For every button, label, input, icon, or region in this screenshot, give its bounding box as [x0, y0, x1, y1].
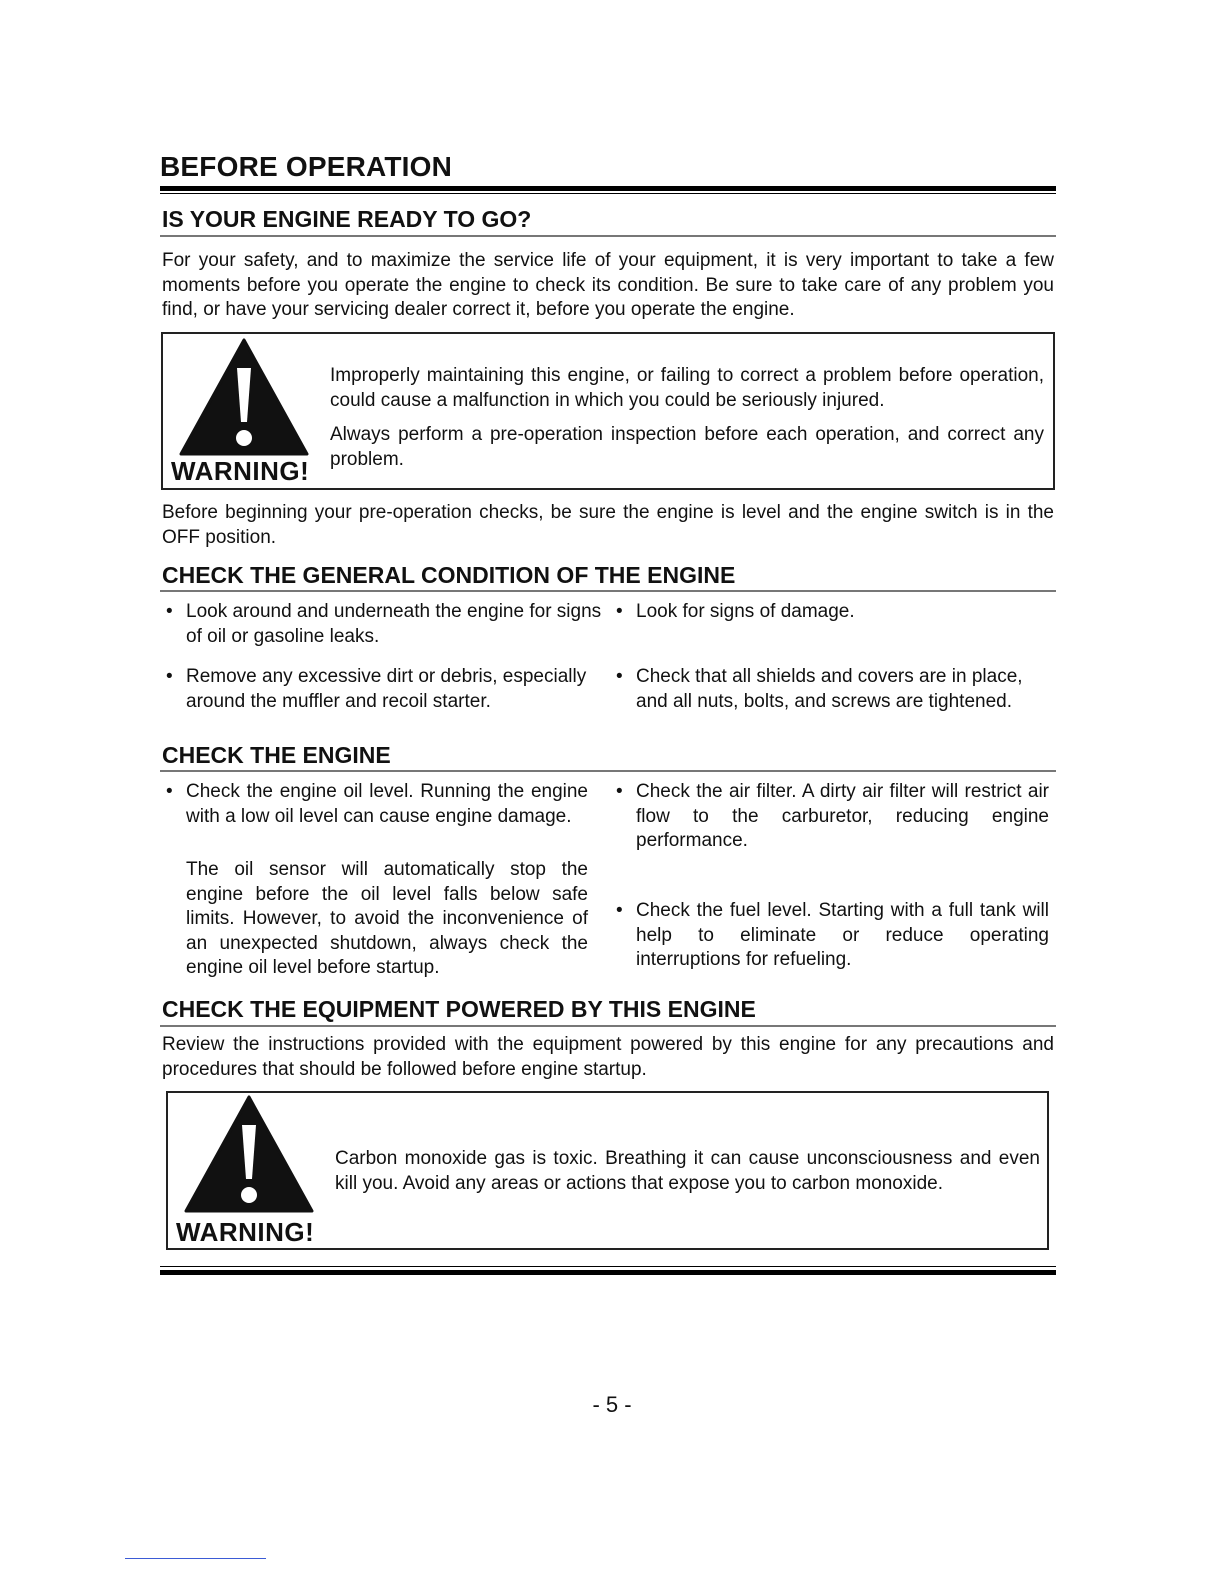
warning-triangle-icon	[179, 338, 309, 456]
bottom-underline	[125, 1558, 266, 1559]
list-item: • Look around and underneath the engine for signs of oil or gasoline leaks.	[166, 601, 602, 647]
list-item-fuel-level: • Check the fuel level. Starting with a full tank will help to eliminate or reduce operating interruptions for refueling.	[616, 900, 1049, 970]
warning-box-maintenance	[161, 332, 1055, 490]
list-item: • Look for signs of damage.	[616, 601, 855, 622]
section-rule	[160, 1025, 1056, 1027]
pre-check-note: Before beginning your pre-operation checks, be sure the engine is level and the engine switch is in the OFF position.	[162, 502, 1054, 548]
list-item: • Remove any excessive dirt or debris, especially around the muffler and recoil starter.	[166, 666, 587, 712]
section-rule	[160, 770, 1056, 772]
warning-text-carbon-monoxide: Carbon monoxide gas is toxic. Breathing it can cause unconsciousness and even kill you. Avoid any areas or actions that expose you to carbon monoxide.	[335, 1148, 1040, 1194]
section-rule	[160, 590, 1056, 592]
list-item-air-filter: • Check the air filter. A dirty air filter will restrict air flow to the carburetor, reducing engine performance.	[616, 781, 1049, 851]
list-item: • Check that all shields and covers are in place, and all nuts, bolts, and screws are tightened.	[616, 666, 1023, 712]
intro-paragraph: For your safety, and to maximize the service life of your equipment, it is very important to take a few moments before you operate the engine to check its condition. Be sure to take care of any problem you find, or have your servicing dealer correct it, before you operate the engine.	[162, 250, 1054, 320]
section-heading-engine: CHECK THE ENGINE	[162, 742, 391, 768]
footer-rule-thick	[160, 1270, 1056, 1275]
warning-text-inspection: Always perform a pre-operation inspection before each operation, and correct any problem.	[330, 424, 1044, 470]
section-rule	[160, 235, 1056, 237]
section-heading-equipment: CHECK THE EQUIPMENT POWERED BY THIS ENGINE	[162, 996, 756, 1022]
warning-box-carbon-monoxide	[166, 1091, 1049, 1250]
title-rule-thin	[160, 193, 1056, 194]
section-heading-ready: IS YOUR ENGINE READY TO GO?	[162, 206, 532, 232]
warning-label: WARNING!	[171, 456, 313, 487]
list-item-oil-level: • Check the engine oil level. Running the engine with a low oil level can cause engine damage.	[166, 781, 588, 827]
warning-text-malfunction: Improperly maintaining this engine, or failing to correct a problem before operation, could cause a malfunction in which you could be seriously injured.	[330, 365, 1044, 411]
warning-label: WARNING!	[176, 1217, 318, 1248]
page-title: BEFORE OPERATION	[160, 151, 453, 182]
title-rule-thick	[160, 186, 1056, 191]
warning-triangle-icon	[184, 1095, 314, 1213]
footer-rule-thin	[160, 1266, 1056, 1267]
section-heading-general: CHECK THE GENERAL CONDITION OF THE ENGINE	[162, 562, 736, 588]
page-number: - 5 -	[592, 1392, 632, 1417]
oil-sensor-note: The oil sensor will automatically stop the engine before the oil level falls below safe limits. However, to avoid the inconvenience of an unexpected shutdown, always check the engine oil level before startup.	[186, 859, 588, 978]
equipment-paragraph: Review the instructions provided with the equipment powered by this engine for any precautions and procedures that should be followed before engine startup.	[162, 1034, 1054, 1080]
